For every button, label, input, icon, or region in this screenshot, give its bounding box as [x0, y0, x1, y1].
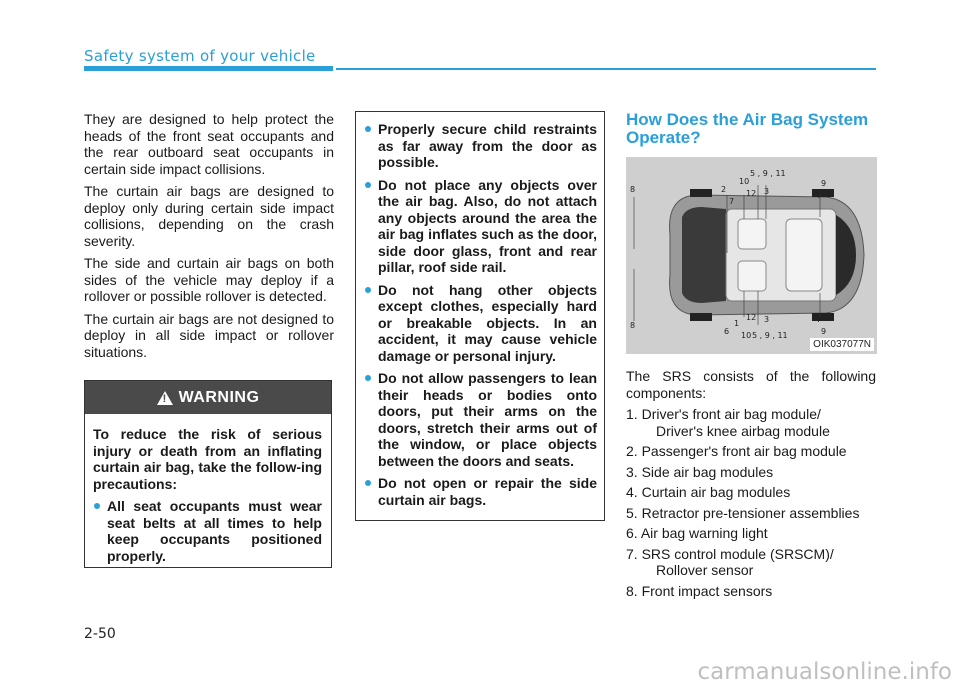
section-header-title: Safety system of your vehicle [84, 47, 316, 65]
list-item: Do not place any objects over the air bag. Also, do not attach any objects around the area the air bag inflates such as the door, side door glass, front and rear pillar, roof side rail. [364, 177, 597, 276]
list-item: Properly secure child restraints as far away from the door as possible. [364, 121, 597, 171]
callout-label: 3 [764, 187, 770, 196]
callout-label: 2 [721, 185, 727, 194]
list-item: 2. Passenger's front air bag module [626, 443, 847, 459]
left-column [84, 111, 334, 366]
list-item: Do not allow passengers to lean their heads or bodies onto doors, put their arms on the doors, stretch their arms out of the window, or place objects between the doors and seats. [364, 370, 597, 469]
list-item: Do not hang other objects except clothes, especially hard or breakable objects. In an accident, it may cause vehicle damage or personal injury. [364, 282, 597, 365]
list-item: 4. Curtain air bag modules [626, 484, 791, 500]
airbag-diagram [626, 157, 877, 354]
warning-body [85, 414, 331, 564]
callout-label: 10 [739, 177, 750, 186]
list-item: All seat occupants must wear seat belts at all times to help keep occupants positioned properly. [93, 498, 322, 564]
list-item: 5. Retractor pre-tensioner assemblies [626, 504, 860, 521]
bullet-dot-icon [365, 126, 371, 132]
header-accent-bar [84, 66, 333, 71]
bullet-dot-icon [365, 480, 371, 486]
warning-triangle-icon: ! [157, 391, 173, 405]
list-item: 3. Side air bag modules [626, 463, 774, 480]
callout-label: 9 [821, 327, 827, 336]
warning-bullets [93, 498, 322, 564]
section-heading: How Does the Air Bag System Operate? [626, 110, 869, 147]
page-number: 2-50 [84, 626, 116, 642]
callout-label: 6 [724, 327, 730, 336]
figure-code: OIK037077N [810, 338, 874, 351]
paragraph: The curtain air bags are not designed to deploy in all side impact or rollover situations. [84, 310, 334, 360]
right-column [626, 368, 876, 603]
warning-label: WARNING [178, 388, 260, 406]
callout-label: 1 [734, 319, 740, 328]
bullet-dot-icon [365, 182, 371, 188]
warning-header [85, 381, 331, 414]
paragraph: The curtain air bags are designed to deploy only during certain side impact collisions, depending on the crash severity. [84, 183, 334, 249]
paragraph: They are designed to help protect the heads of the front seat occupants and the rear outboard seat occupants in certain side impact collisions. [84, 111, 334, 177]
list-item: Do not open or repair the side curtain air bags. [364, 475, 597, 508]
callout-label: 10 [741, 331, 752, 340]
callout-label: 12 [746, 189, 757, 198]
precaution-bullets [364, 121, 597, 508]
car-topview-illustration [626, 157, 877, 354]
callout-label: 12 [746, 313, 757, 322]
callout-label: 8 [630, 185, 636, 194]
list-item: 8. Front impact sensors [626, 582, 773, 599]
header-rule [336, 68, 876, 70]
callout-label: 8 [630, 321, 636, 330]
list-item: 1. Driver's front air bag module/ Driver's knee airbag module [626, 406, 830, 439]
bullet-dot-icon [365, 287, 371, 293]
callout-label: 5 , 9 , 11 [752, 331, 788, 340]
bullet-dot-icon [365, 375, 371, 381]
callout-label: 3 [764, 315, 770, 324]
warning-intro: To reduce the risk of serious injury or death from an inflating curtain air bag, take the follow-ing precautions: [93, 426, 322, 492]
callout-label: 7 [729, 197, 735, 206]
callout-label: 5 , 9 , 11 [750, 169, 786, 178]
list-item: 7. SRS control module (SRSCM)/ Rollover sensor [626, 545, 834, 578]
warning-box [84, 380, 332, 568]
callout-label: 4 [815, 315, 821, 324]
paragraph: The side and curtain air bags on both sides of the vehicle may deploy if a rollover or possible rollover is detected. [84, 255, 334, 304]
callout-label: 4 [815, 191, 821, 200]
bullet-dot-icon [94, 503, 100, 509]
components-list [626, 406, 876, 599]
list-item: 6. Air bag warning light [626, 525, 768, 541]
components-intro: The SRS consists of the following components: [626, 368, 876, 401]
callout-label: 9 [821, 179, 827, 188]
watermark-link[interactable]: carmanualsonline.info [697, 659, 952, 685]
warning-continuation-box [355, 111, 605, 521]
